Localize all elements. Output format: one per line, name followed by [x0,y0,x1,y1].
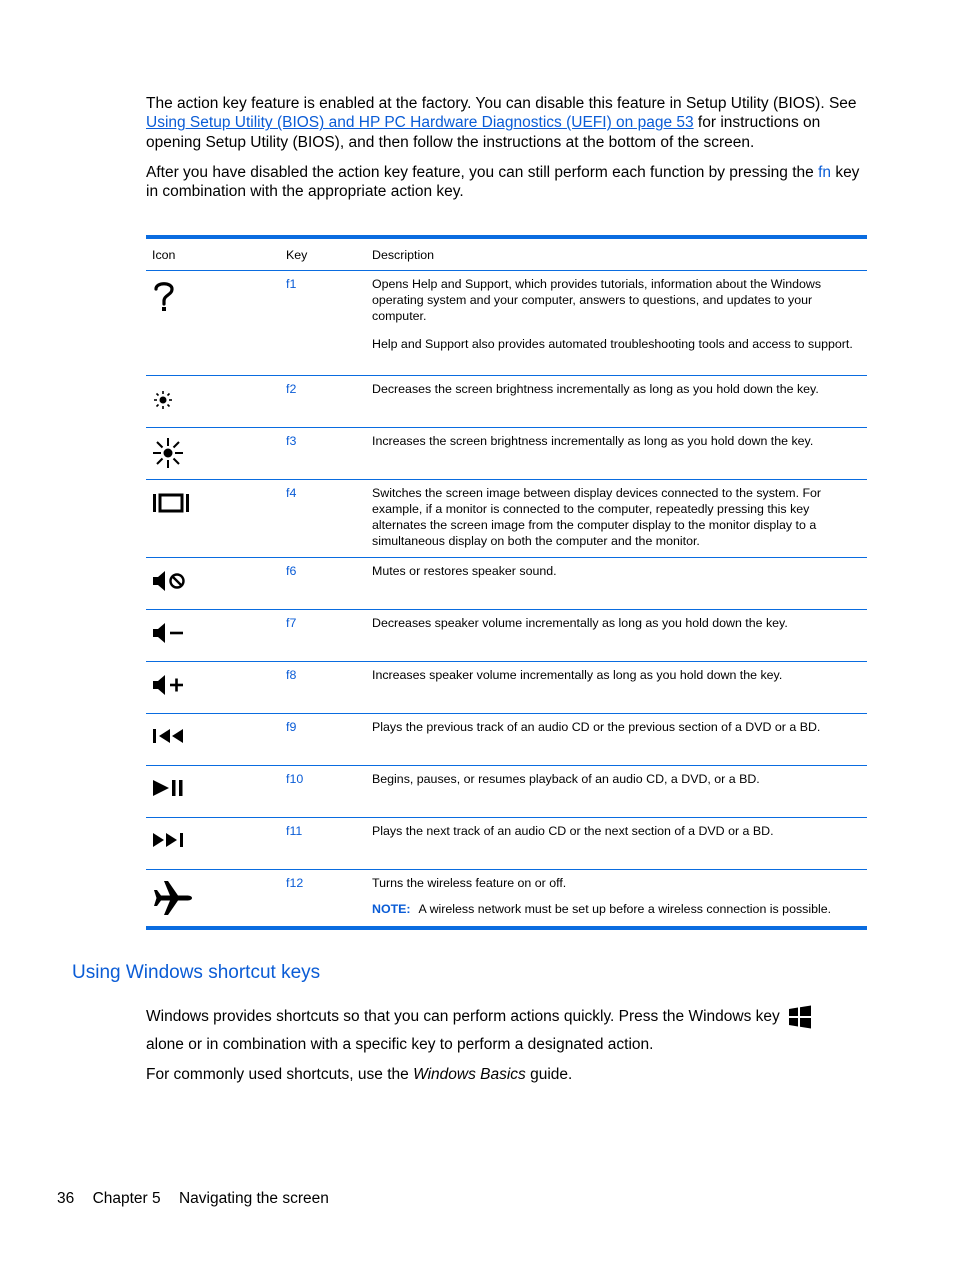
icon-cell [146,610,280,662]
mute-icon [152,570,186,592]
next-track-icon [152,831,186,849]
key-cell: f8 [280,662,366,714]
intro-text-part: key in combination with the appropriate action key. [146,163,860,201]
description-cell: Plays the next track of an audio CD or the next section of a DVD or a BD. [366,818,867,870]
description-text: Opens Help and Support, which provides tutorials, information about the Windows operating system and your computer, answers to questions, and updates to your computer. [372,277,822,323]
description-cell: Begins, pauses, or resumes playback of an audio CD, a DVD, or a BD. [366,766,867,818]
play-pause-icon [152,778,184,798]
section-text-part: Windows provides shortcuts so that you can perform actions quickly. Press the Windows key [146,1008,780,1025]
header-key: Key [280,237,366,271]
description-cell: Decreases speaker volume incrementally as long as you hold down the key. [366,610,867,662]
key-cell: f7 [280,610,366,662]
description-cell [366,870,867,928]
description-cell: Plays the previous track of an audio CD or the previous section of a DVD or a BD. [366,714,867,766]
note-text: A wireless network must be set up before a wireless connection is possible. [418,902,832,916]
airplane-icon [152,879,194,917]
icon-cell [146,558,280,610]
volume-up-icon [152,674,186,696]
icon-cell [146,480,280,558]
brightness-down-icon [152,389,174,411]
table-row [146,271,867,376]
icon-cell [146,870,280,928]
section-heading: Using Windows shortcut keys [72,962,321,983]
section-paragraph-1 [146,1005,846,1029]
table-row [146,870,867,928]
help-icon [152,279,176,313]
description-cell: Increases speaker volume incrementally as long as you hold down the key. [366,662,867,714]
bios-link[interactable]: Using Setup Utility (BIOS) and HP PC Hardware Diagnostics (UEFI) on page 53 [146,114,694,132]
header-icon: Icon [146,237,280,271]
section-paragraph-2 [146,1065,846,1084]
description-text: Turns the wireless feature on or off. [372,876,567,890]
fn-key-label: fn [818,163,831,181]
table-row [146,558,867,610]
description-cell: Decreases the screen brightness incrementally as long as you hold down the key. [366,376,867,428]
chapter-label: Chapter 5 [92,1190,161,1207]
key-cell: f12 [286,876,304,890]
description-text-2: Help and Support also provides automated troubleshooting tools and access to support. [372,337,853,351]
table-row [146,766,867,818]
icon-cell [146,714,280,766]
volume-down-icon [152,622,186,644]
table-row [146,480,867,558]
action-keys-table [146,235,867,930]
section-text-part: guide. [530,1066,573,1084]
key-cell: f6 [280,558,366,610]
description-cell: Switches the screen image between display devices connected to the system. For example, if a monitor is connected to the computer, repeatedly pressing this key alternates the screen image from the computer display to the monitor display to a simultaneous display on both the computer and the monitor. [366,480,867,558]
section-paragraph-1b: alone or in combination with a specific key to perform a designated action. [146,1036,654,1053]
intro-paragraph-2 [146,163,861,202]
windows-key-icon [788,1005,812,1029]
key-cell: f11 [280,818,366,870]
chapter-title: Navigating the screen [178,1190,329,1207]
intro-paragraph-1 [146,94,861,152]
section-body [146,1005,846,1085]
page-number: 36 [57,1190,75,1207]
key-cell: f1 [280,271,366,376]
icon-cell [146,428,280,480]
note-label: NOTE: [372,902,411,916]
key-cell: f10 [280,766,366,818]
icon-cell [146,376,280,428]
intro-text [146,94,861,212]
section-text-part: For commonly used shortcuts, use the [146,1066,409,1084]
description-cell: Increases the screen brightness incrementally as long as you hold down the key. [366,428,867,480]
note [372,901,861,917]
icon-cell [146,271,280,376]
brightness-up-icon [152,437,184,469]
icon-cell [146,662,280,714]
table-row [146,662,867,714]
page-footer [57,1190,343,1208]
icon-cell [146,818,280,870]
windows-basics-title: Windows Basics [413,1066,526,1084]
previous-track-icon [152,727,186,745]
intro-text-part: After you have disabled the action key feature, you can still perform each function by pressing the [146,163,814,181]
switch-display-icon [152,492,190,514]
icon-cell [146,766,280,818]
table-row [146,610,867,662]
table-row [146,376,867,428]
header-description: Description [366,237,867,271]
intro-text-part: for instructions on opening Setup Utility (BIOS), and then follow the instructions at the bottom of the screen. [146,114,821,151]
description-cell [366,271,867,376]
table-row [146,428,867,480]
description-cell: Mutes or restores speaker sound. [366,558,867,610]
key-cell: f3 [280,428,366,480]
table-row [146,818,867,870]
key-cell: f4 [280,480,366,558]
key-cell: f9 [280,714,366,766]
key-cell: f2 [280,376,366,428]
table-header-row [146,237,867,271]
intro-text-part: The action key feature is enabled at the factory. You can disable this feature in Setup Utility (BIOS). See [146,95,857,112]
table-row [146,714,867,766]
